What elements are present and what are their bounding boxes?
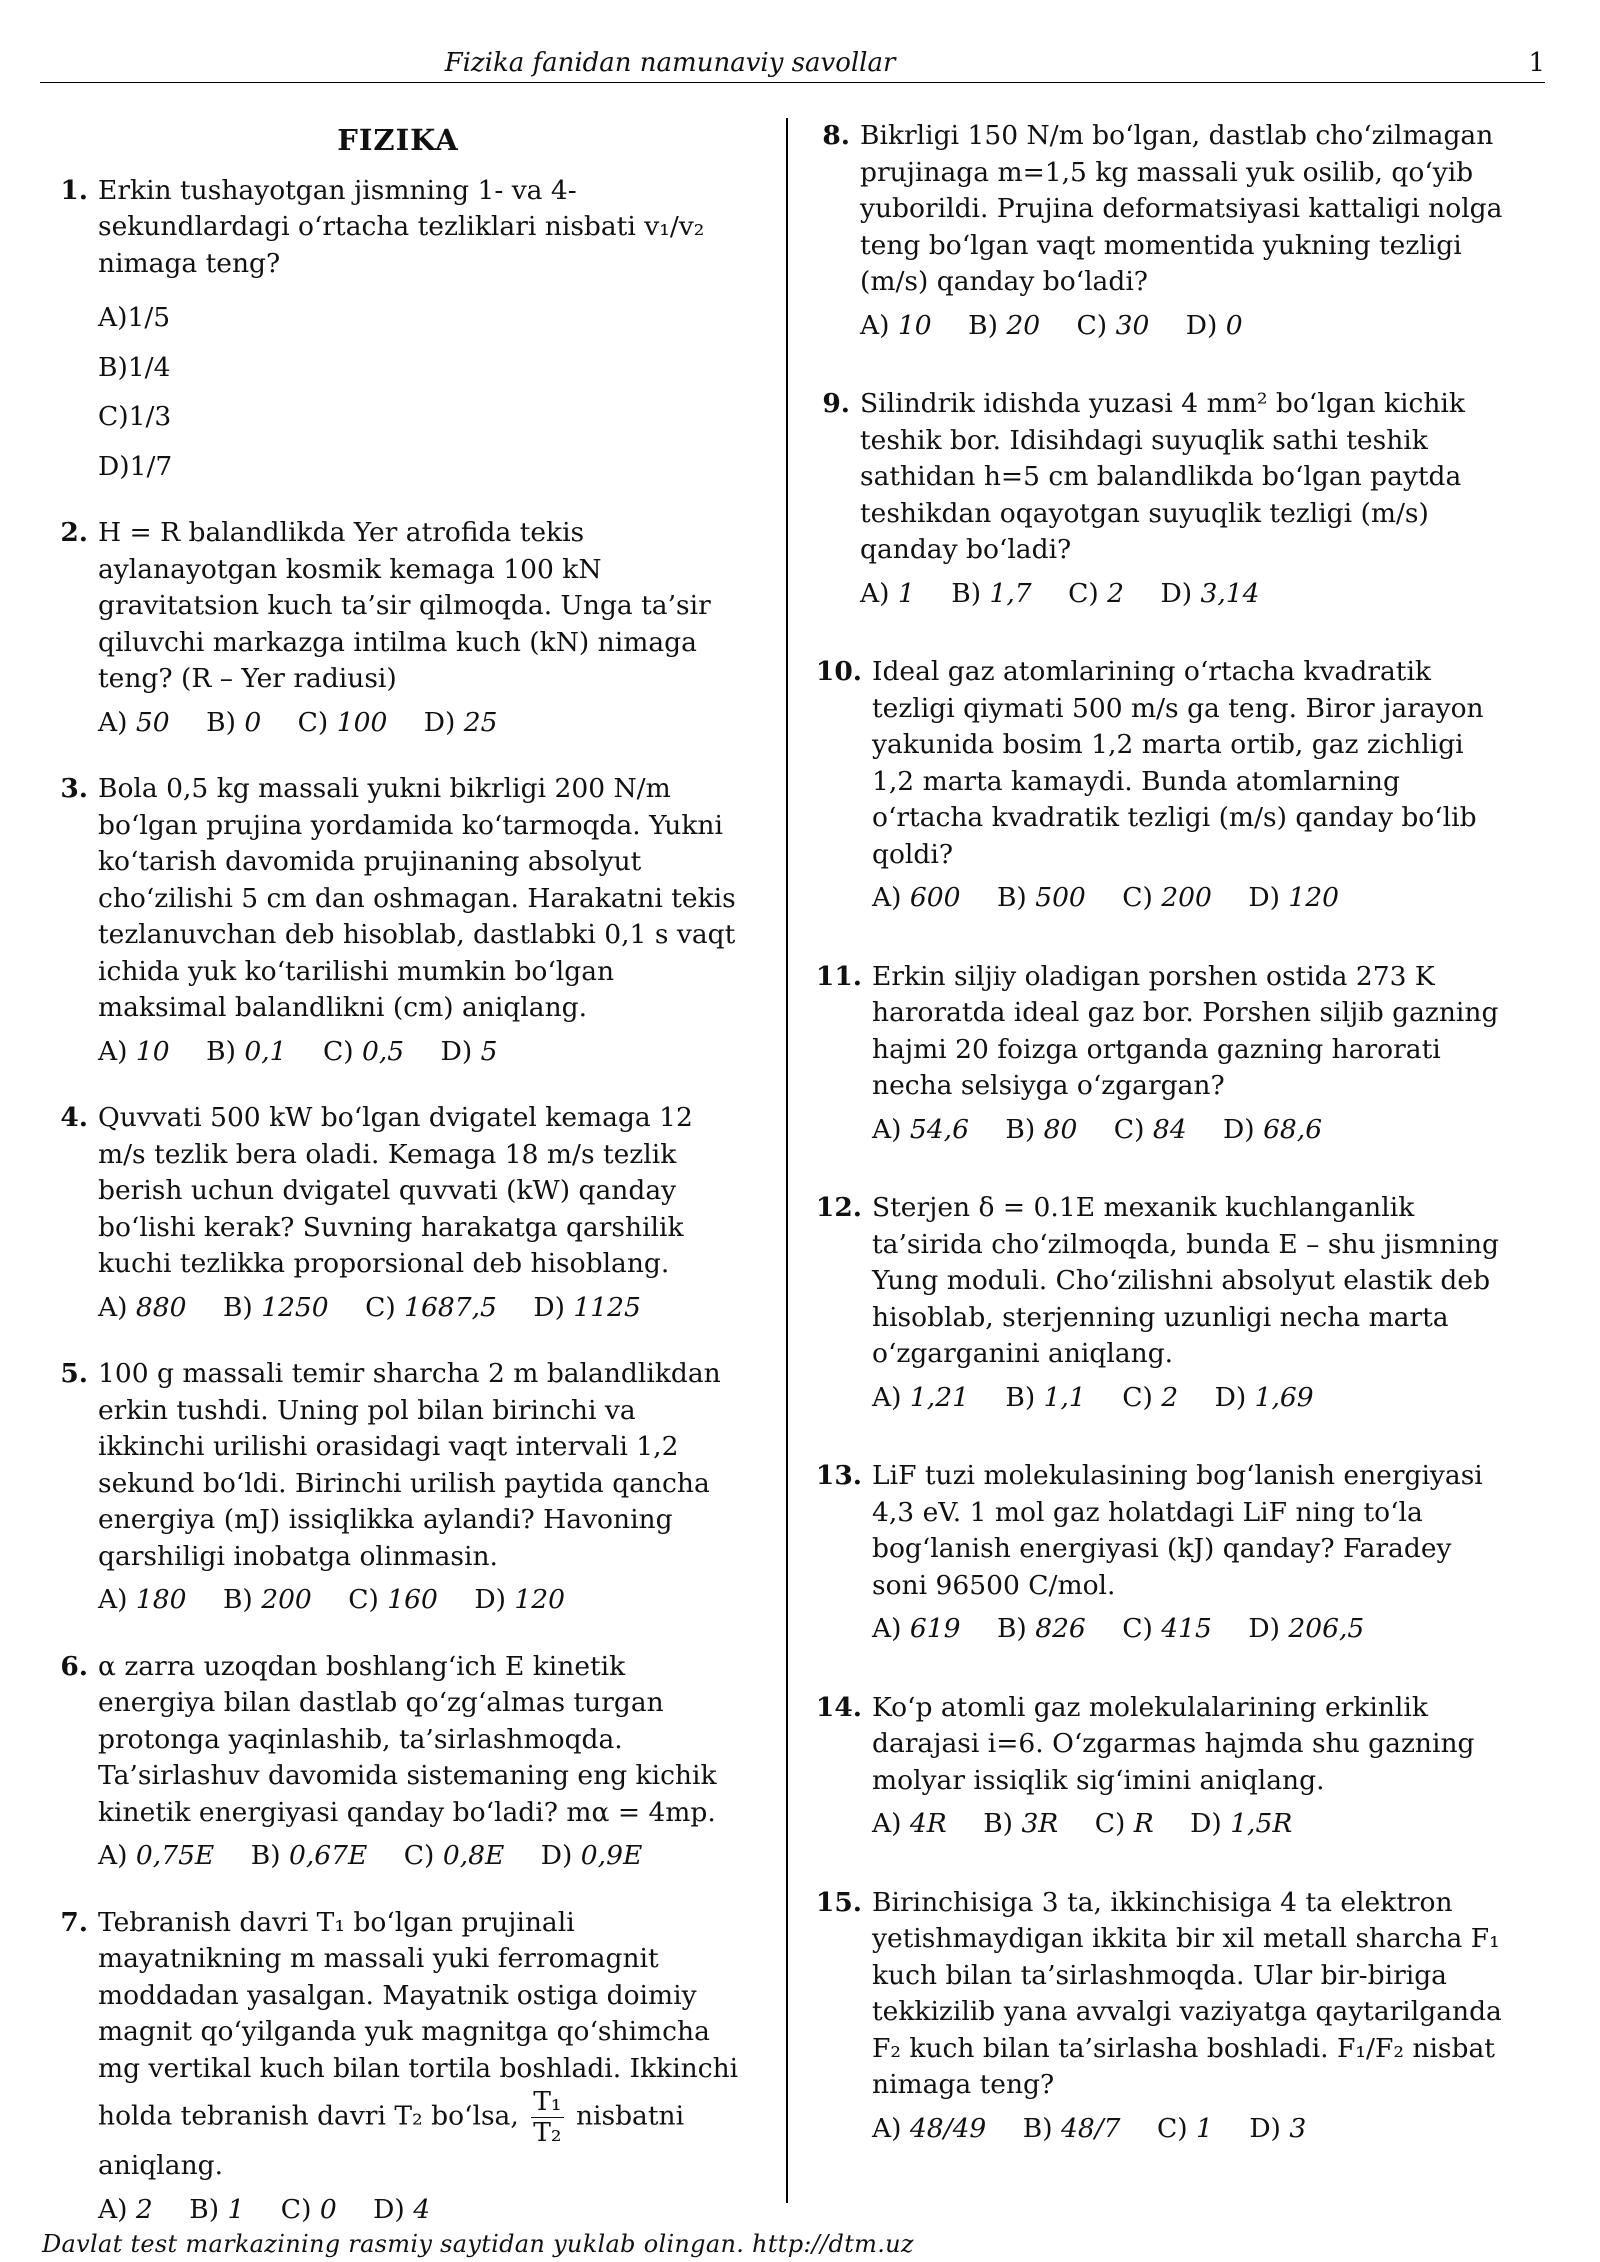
page-header (40, 40, 1545, 83)
option-a[interactable]: A) 600 (872, 882, 961, 913)
option-b[interactable]: B) 1,1 (1005, 1381, 1086, 1413)
option-d[interactable]: D) 0 (1185, 309, 1243, 341)
question-number: 4. (60, 1102, 88, 1133)
question-7 (48, 1905, 748, 2229)
option-b[interactable]: B) 48/7 (1022, 2112, 1121, 2144)
answer-options (860, 576, 1510, 613)
question-9 (810, 386, 1510, 612)
answer-options (98, 1290, 748, 1327)
option-d[interactable]: D) 1,69 (1214, 1381, 1314, 1413)
option-c[interactable]: C) 0,5 (322, 1035, 405, 1067)
option-d[interactable]: D)1/7 (98, 450, 173, 482)
option-c[interactable]: C)1/3 (98, 401, 172, 432)
question-text: Erkin tushayotgan jismning 1- va 4-sekundlardagi o‘rtacha tezliklari nisbati v₁/v₂ nimaga teng? (98, 174, 705, 279)
option-c[interactable]: C) 160 (348, 1584, 438, 1615)
answer-options (872, 1112, 1510, 1149)
option-b[interactable]: B)1/4 (98, 351, 171, 383)
option-a[interactable]: A) 50 (98, 706, 170, 738)
document-title: Fizika fanidan namunaviy savollar (444, 48, 896, 78)
question-number: 10. (815, 656, 862, 687)
question-1 (48, 173, 748, 486)
question-13 (810, 1458, 1510, 1648)
question-text: Sterjen δ = 0.1E mexanik kuchlanganlik ta’sirida cho‘zilmoqda, bunda E – shu jismning Yung moduli. Cho‘zilishni absolyut elastik deb hisoblab, sterjenning uzunligi necha marta o‘zgarganini aniqlang. (872, 1192, 1500, 1369)
question-5 (48, 1356, 748, 1619)
option-b[interactable]: B) 1250 (222, 1291, 329, 1323)
option-c[interactable]: C) 30 (1076, 309, 1150, 341)
answer-options (98, 2192, 748, 2229)
question-number: 7. (60, 1906, 88, 1938)
question-10 (810, 654, 1510, 917)
option-a[interactable]: A) 880 (98, 1291, 187, 1323)
option-d[interactable]: D) 4 (373, 2193, 431, 2225)
question-number: 2. (60, 517, 88, 548)
question-number: 12. (815, 1192, 862, 1223)
question-text: LiF tuzi molekulasining bog‘lanish energiyasi 4,3 eV. 1 mol gaz holatdagi LiF ning to‘la bog‘lanish energiyasi (kJ) qanday? Faradey soni 96500 C/mol. (872, 1460, 1483, 1601)
option-a[interactable]: A) 10 (860, 309, 932, 341)
option-a[interactable]: A) 1 (860, 577, 915, 609)
option-d[interactable]: D) 68,6 (1223, 1113, 1323, 1145)
question-number: 15. (815, 1886, 862, 1918)
question-text: Ko‘p atomli gaz molekulalarining erkinlik darajasi i=6. O‘zgarmas hajmda shu gazning molyar issiqlik sig‘imini aniqlang. (872, 1691, 1475, 1796)
option-d[interactable]: D) 3,14 (1160, 577, 1260, 609)
option-d[interactable]: D) 120 (1248, 882, 1339, 913)
option-c[interactable]: C) 0,8E (403, 1840, 505, 1871)
page-footer: Davlat test markazining rasmiy saytidan yuklab olingan. http://dtm.uz (42, 2230, 914, 2258)
section-title: FIZIKA (337, 123, 459, 157)
question-8 (810, 118, 1510, 344)
question-text: Erkin siljiy oladigan porshen ostida 273 K haroratda ideal gaz bor. Porshen siljib gazning hajmi 20 foizga ortganda gazning harorati necha selsiyga o‘zgargan? (872, 960, 1499, 1101)
option-b[interactable]: B) 1 (189, 2193, 245, 2225)
option-c[interactable]: C) 2 (1122, 1381, 1179, 1413)
option-b[interactable]: B) 3R (983, 1808, 1059, 1839)
option-a[interactable]: A) 619 (872, 1613, 961, 1644)
answer-options (872, 1380, 1510, 1417)
option-a[interactable]: A) 4R (872, 1808, 947, 1839)
option-d[interactable]: D) 206,5 (1248, 1613, 1365, 1644)
question-text: 100 g massali temir sharcha 2 m balandlikdan erkin tushdi. Uning pol bilan birinchi va ikkinchi urilishi orasidagi vaqt intervali 1,2 sekund bo‘ldi. Birinchi urilish paytida qancha energiya (mJ) issiqlikka aylandi? Havoning qarshiligi inobatga olinmasin. (98, 1358, 721, 1572)
question-text: Bola 0,5 kg massali yukni bikrligi 200 N/m bo‘lgan prujina yordamida ko‘tarmoqda. Yukni ko‘tarish davomida prujinaning absolyut cho‘zilishi 5 cm dan oshmagan. Harakatni tekis tezlanuvchan deb hisoblab, dastlabki 0,1 s vaqt ichida yuk ko‘tarilishi mumkin bo‘lgan maksimal balandlikni (cm) aniqlang. (98, 773, 736, 1023)
question-11 (810, 959, 1510, 1149)
question-number: 8. (822, 120, 850, 151)
option-c[interactable]: C) 2 (1068, 577, 1125, 609)
answer-options (860, 308, 1510, 345)
answer-options (872, 2111, 1510, 2148)
option-c[interactable]: C) 100 (297, 706, 388, 738)
option-d[interactable]: D) 25 (423, 706, 498, 738)
question-14 (810, 1690, 1510, 1843)
question-number: 11. (815, 960, 862, 992)
question-number: 14. (815, 1691, 862, 1723)
question-number: 6. (60, 1650, 88, 1682)
question-text: Tebranish davri T₁ bo‘lgan prujinali mayatnikning m massali yuki ferromagnit moddadan yasalgan. Mayatnik ostiga doimiy magnit qo‘yilganda yuk magnitga qo‘shimcha mg vertikal kuch bilan tortila boshladi. Ikkinchi holda tebranish davri T₂ bo‘lsa, $\frac{\text{T₁}}{\text{T₂}}$ nisbatni aniqlang. (98, 1906, 739, 2181)
option-d[interactable]: D) 3 (1249, 2112, 1307, 2144)
question-number: 3. (60, 773, 88, 804)
option-a[interactable]: A)1/5 (98, 302, 171, 333)
option-d[interactable]: D) 1125 (533, 1291, 641, 1323)
answer-options (872, 880, 1510, 917)
option-c[interactable]: C) 0 (280, 2193, 337, 2225)
option-a[interactable]: A) 180 (98, 1584, 187, 1615)
option-b[interactable]: B) 0,67E (250, 1840, 368, 1871)
question-text: Birinchisiga 3 ta, ikkinchisiga 4 ta elektron yetishmaydigan ikkita bir xil metall sharcha F₁ kuch bilan ta’sirlashmoqda. Ular bir-biriga tekkizilib yana avvalgi vaziyatga qaytarilganda F₂ kuch bilan ta’sirlasha boshladi. F₁/F₂ nisbat nimaga teng? (872, 1886, 1502, 2100)
option-c[interactable]: C) 200 (1122, 882, 1212, 913)
question-text: α zarra uzoqdan boshlang‘ich E kinetik energiya bilan dastlab qo‘zg‘almas turgan protonga yaqinlashib, ta’sirlashmoqda. Ta’sirlashuv davomida sistemaning eng kichik kinetik energiyasi qanday bo‘ladi? mα = 4mp. (98, 1650, 717, 1828)
option-a[interactable]: A) 2 (98, 2193, 153, 2225)
question-15 (810, 1885, 1510, 2148)
option-b[interactable]: B) 826 (996, 1613, 1086, 1644)
option-b[interactable]: B) 200 (222, 1584, 312, 1615)
option-d[interactable]: D) 1,5R (1190, 1808, 1293, 1839)
page-number: 1 (1528, 48, 1545, 78)
question-12 (810, 1190, 1510, 1416)
answer-options (98, 1034, 748, 1071)
column-divider (786, 118, 788, 2203)
option-c[interactable]: C) 1 (1156, 2112, 1213, 2144)
option-a[interactable]: A) 48/49 (872, 2112, 987, 2144)
question-text: Bikrligi 150 N/m bo‘lgan, dastlab cho‘zilmagan prujinaga m=1,5 kg massali yuk osilib, qo‘yib yuborildi. Prujina deformatsiyasi kattaligi nolga teng bo‘lgan vaqt momentida yukning tezligi (m/s) qanday bo‘ladi? (860, 120, 1503, 297)
option-b[interactable]: B) 500 (996, 882, 1086, 913)
question-6 (48, 1649, 748, 1875)
question-number: 13. (815, 1460, 862, 1491)
right-column (810, 118, 1510, 2177)
option-b[interactable]: B) 80 (1005, 1113, 1078, 1145)
answer-options (98, 705, 748, 742)
option-d[interactable]: D) 0,9E (540, 1840, 643, 1871)
question-2 (48, 515, 748, 741)
option-b[interactable]: B) 1,7 (951, 577, 1032, 609)
answer-options (98, 1582, 748, 1619)
question-4 (48, 1100, 748, 1326)
option-c[interactable]: C) 1687,5 (365, 1291, 497, 1323)
question-text: Quvvati 500 kW bo‘lgan dvigatel kemaga 12 m/s tezlik bera oladi. Kemaga 18 m/s tezlik berish uchun dvigatel quvvati (kW) qanday bo‘lishi kerak? Suvning harakatga qarshilik kuchi tezlikka proporsional deb hisoblang. (98, 1102, 693, 1279)
ratio-fraction: $\frac{\text{T₁}}{\text{T₂}}$ (533, 2086, 562, 2148)
option-b[interactable]: B) 20 (968, 309, 1041, 341)
option-b[interactable]: B) 0 (206, 706, 262, 738)
answer-options (872, 1611, 1510, 1648)
question-number: 9. (822, 388, 850, 419)
question-number: 5. (60, 1358, 88, 1389)
question-number: 1. (60, 174, 88, 206)
option-d[interactable]: D) 5 (440, 1035, 498, 1067)
answer-options (872, 1806, 1510, 1843)
left-column (48, 118, 748, 2258)
option-a[interactable]: A) 10 (98, 1035, 170, 1067)
option-c[interactable]: C) 84 (1113, 1113, 1187, 1145)
option-c[interactable]: C) R (1094, 1808, 1154, 1839)
answer-options (98, 300, 748, 485)
question-text: Ideal gaz atomlarining o‘rtacha kvadratik tezligi qiymati 500 m/s ga teng. Biror jarayon yakunida bosim 1,2 marta ortib, gaz zichligi 1,2 marta kamaydi. Bunda atomlarning o‘rtacha kvadratik tezligi (m/s) qanday bo‘lib qoldi? (872, 656, 1484, 870)
question-text: Silindrik idishda yuzasi 4 mm² bo‘lgan kichik teshik bor. Idisihdagi suyuqlik sathi teshik sathidan h=5 cm balandlikda bo‘lgan paytda teshikdan oqayotgan suyuqlik tezligi (m/s) qanday bo‘ladi? (860, 388, 1465, 565)
answer-options (98, 1838, 748, 1875)
option-d[interactable]: D) 120 (474, 1584, 565, 1615)
question-text: H = R balandlikda Yer atrofida tekis aylanayotgan kosmik kemaga 100 kN gravitatsion kuch ta’sir qilmoqda. Unga ta’sir qiluvchi markazga intilma kuch (kN) nimaga teng? (R – Yer radiusi) (98, 517, 711, 694)
option-a[interactable]: A) 1,21 (872, 1381, 969, 1413)
option-b[interactable]: B) 0,1 (206, 1035, 287, 1067)
option-a[interactable]: A) 54,6 (872, 1113, 969, 1145)
question-3 (48, 771, 748, 1070)
option-a[interactable]: A) 0,75E (98, 1840, 215, 1871)
option-c[interactable]: C) 415 (1122, 1613, 1212, 1644)
